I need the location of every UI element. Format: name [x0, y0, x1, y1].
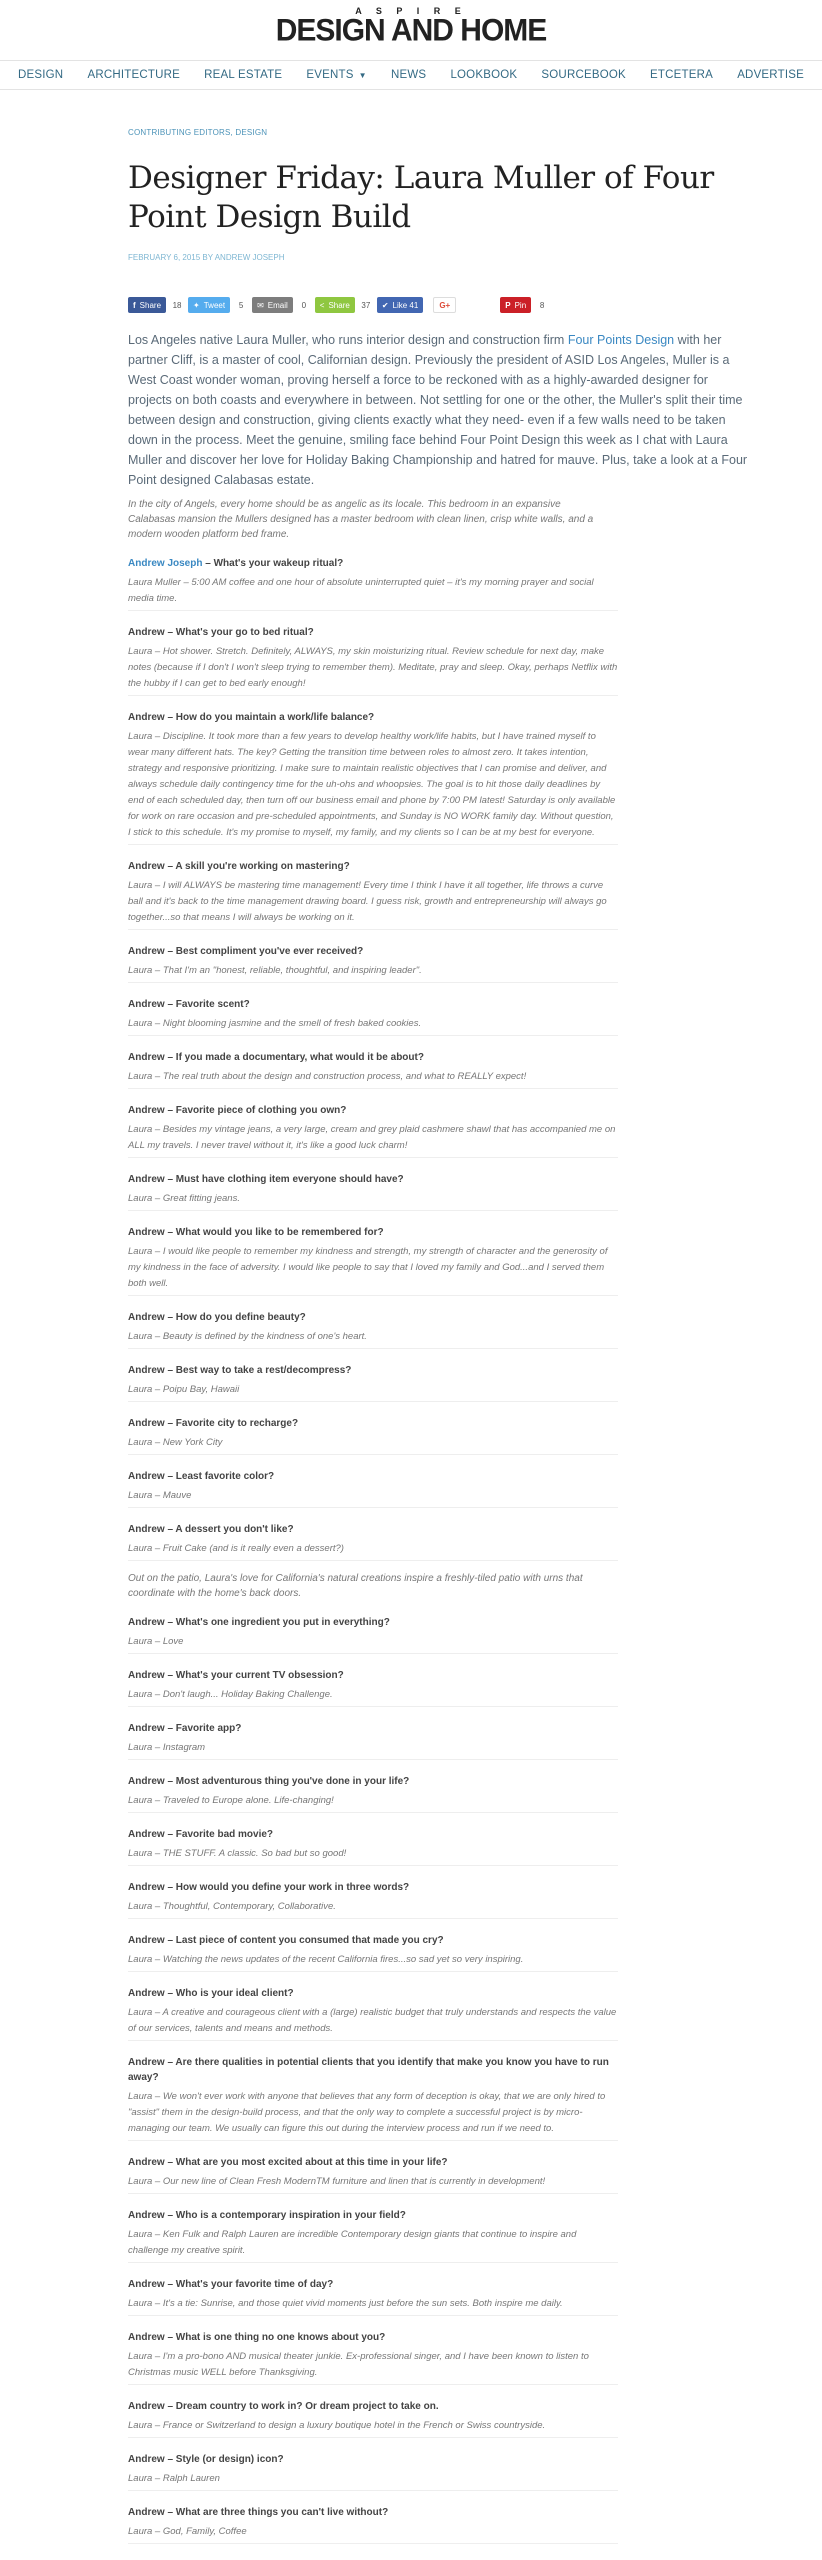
qa-item	[128, 2155, 618, 2194]
interview-question	[128, 944, 618, 959]
image-caption: In the city of Angels, every home should be as angelic as its locale. This bedroom in an expansive Calabasas mansion the Mullers designed has a master bedroom with clean linen, crisp white walls, and a modern wooden platform bed frame.	[128, 499, 594, 540]
qa-item	[128, 1933, 618, 1972]
four-points-design-link[interactable]: Four Points Design	[567, 333, 675, 347]
article-categories[interactable]: CONTRIBUTING EDITORS, DESIGN	[128, 128, 268, 137]
interview-answer: Laura – Don't laugh... Holiday Baking Challenge.	[128, 1689, 333, 1700]
interview-answer: Laura Muller – 5:00 AM coffee and one hour of absolute uninterrupted quiet – it's my morning prayer and social media time.	[128, 577, 594, 604]
qa-item	[128, 2208, 618, 2263]
logo-tagline: A S P I R E	[355, 6, 467, 16]
question-text: Andrew – How do you maintain a work/life balance?	[128, 712, 375, 723]
question-text: Andrew – If you made a documentary, what would it be about?	[128, 1052, 424, 1063]
interview-answer: Laura – I will ALWAYS be mastering time management! Every time I think I have it all together, life throws a curve ball and it's back to the time management drawing board. I guess risk, growth and entrepreneurship will always go together...so that means I will always be working on it.	[128, 880, 607, 923]
qa-item	[128, 859, 618, 930]
divider	[128, 695, 618, 696]
interview-question	[128, 2277, 618, 2292]
qa-item	[128, 625, 618, 696]
qa-item	[128, 2330, 618, 2385]
divider	[128, 610, 618, 611]
interview-question	[128, 859, 618, 874]
qa-item	[128, 556, 618, 611]
question-text: Andrew – What's your go to bed ritual?	[128, 627, 314, 638]
question-text: – What's your wakeup ritual?	[202, 558, 344, 569]
divider	[128, 1295, 618, 1296]
interview-question	[128, 2330, 618, 2345]
qa-item	[128, 1522, 618, 1561]
divider	[128, 929, 618, 930]
qa-item	[128, 1225, 618, 1296]
question-text: Andrew – A skill you're working on mastering?	[128, 861, 350, 872]
interview-answer: Laura – France or Switzerland to design a luxury boutique hotel in the French or Swiss countryside.	[128, 2420, 546, 2431]
divider	[128, 2315, 618, 2316]
nav-advertise[interactable]: ADVERTISE	[737, 69, 804, 81]
divider	[128, 2262, 618, 2263]
twitter-share-label: Tweet	[203, 300, 226, 310]
interview-question	[128, 1880, 618, 1895]
divider	[128, 1401, 618, 1402]
chevron-down-icon: ▼	[358, 71, 367, 80]
question-text: Andrew – Dream country to work in? Or dream project to take on.	[128, 2401, 439, 2412]
question-text: Andrew – Style (or design) icon?	[128, 2454, 284, 2465]
gplus-button[interactable]: G+	[433, 297, 456, 313]
question-text: Andrew – How do you define beauty?	[128, 1312, 306, 1323]
article	[128, 128, 750, 2544]
interview-answer: Laura – The real truth about the design and construction process, and what to REALLY expect!	[128, 1071, 527, 1082]
interview-answer: Laura – I'm a pro-bono AND musical theater junkie. Ex-professional singer, and I have been known to listen to Christmas music WELL before Thanksgiving.	[128, 2351, 589, 2378]
interview-answer: Laura – I would like people to remember my kindness and strength, my strength of character and the generosity of my kindness in the face of adversity. I would like people to say that I loved my family and God...and I served them both well.	[128, 1246, 608, 1289]
question-text: Andrew – What's your current TV obsession?	[128, 1670, 344, 1681]
interview-answer: Laura – Mauve	[128, 1490, 192, 1501]
interview-question	[128, 1050, 618, 1065]
twitter-share-count: 5	[238, 300, 244, 310]
qa-item	[128, 997, 618, 1036]
interview-answer: Laura – God, Family, Coffee	[128, 2526, 247, 2537]
pinterest-button[interactable]	[500, 297, 531, 313]
interview-answer: Laura – It's a tie: Sunrise, and those quiet vivid moments just before the sun sets. Both inspire me daily.	[128, 2298, 563, 2309]
interview-answer: Laura – Instagram	[128, 1742, 206, 1753]
like-label: Like 41	[392, 300, 419, 310]
interview-question	[128, 1469, 618, 1484]
question-text: Andrew – Are there qualities in potential clients that you identify that make you know you have to run away?	[128, 2057, 609, 2083]
interview-question	[128, 1827, 618, 1842]
question-text: Andrew – What are three things you can't live without?	[128, 2507, 389, 2518]
email-share-label: Email	[267, 300, 288, 310]
intro-text-end: with her partner Cliff, is a master of cool, Californian design. Previously the president of ASID Los Angeles, Muller is a West Coast wonder woman, proving herself a force to be reckoned with as a highly-awarded designer for projects on both coasts and everywhere in between. Not settling for one or the other, the Muller's split their time between design and construction, giving clients exactly what they need- even if a few walls need to be taken down in the process. Meet the genuine, smiling face behind Four Point Design this week as I chat with Laura Muller and discover her love for Holiday Baking Championship and hatred for mauve. Plus, take a look at a Four Point designed Calabasas estate.	[128, 333, 748, 487]
sharethis-label: Share	[328, 300, 350, 310]
pinterest-count: 8	[539, 300, 545, 310]
interview-question	[128, 2055, 618, 2085]
divider	[128, 2040, 618, 2041]
question-text: Andrew – What are you most excited about at this time in your life?	[128, 2157, 448, 2168]
nav-etcetera[interactable]: ETCETERA	[650, 69, 713, 81]
qa-item	[128, 1774, 618, 1813]
facebook-share-label: Share	[139, 300, 162, 310]
thumbs-up-icon: ✔	[381, 300, 389, 310]
divider	[128, 1971, 618, 1972]
interview-qa-list	[128, 556, 750, 1561]
divider	[128, 1918, 618, 1919]
qa-item	[128, 2277, 618, 2316]
divider	[128, 2543, 618, 2544]
qa-item	[128, 1310, 618, 1349]
interview-question	[128, 2505, 618, 2520]
interview-answer: Laura – Great fitting jeans.	[128, 1193, 240, 1204]
interview-question	[128, 1416, 618, 1431]
divider	[128, 2384, 618, 2385]
author-name-link[interactable]: Andrew Joseph	[128, 558, 203, 569]
interview-answer: Laura – New York City	[128, 1437, 223, 1448]
divider	[128, 1865, 618, 1866]
question-text: Andrew – A dessert you don't like?	[128, 1524, 294, 1535]
interview-question	[128, 1522, 618, 1537]
interview-qa-list-2	[128, 1615, 750, 2544]
nav-lookbook[interactable]: LOOKBOOK	[450, 69, 518, 81]
sharethis-count: 37	[361, 300, 371, 310]
twitter-icon: ✦	[193, 300, 200, 310]
qa-item	[128, 710, 618, 845]
divider	[128, 2193, 618, 2194]
divider	[128, 1706, 618, 1707]
interview-answer: Laura – Ralph Lauren	[128, 2473, 220, 2484]
divider	[128, 982, 618, 983]
interview-question	[128, 1225, 618, 1240]
question-text: Andrew – Who is your ideal client?	[128, 1988, 294, 1999]
main-nav	[0, 60, 822, 90]
twitter-share-button[interactable]	[188, 297, 230, 313]
divider	[128, 1210, 618, 1211]
divider	[128, 1812, 618, 1813]
interview-answer: Laura – Discipline. It took more than a few years to develop healthy work/life habits, but I have trained myself to wear many different hats. The key? Getting the transition time between roles to almost zero. It takes intention, strategy and responsive prioritizing. I make sure to maintain realistic objectives that I can promise and deliver, and always schedule daily contingency time for the uh-ohs and whoopsies. The goal is to hit those daily deadlines by end of each scheduled day, then turn off our business email and phone by 7:00 PM latest! Saturday is only available for work on rare occasion and pre-scheduled appointments, and Sunday is NO WORK family day. Without question, I stick to this schedule. It's my promise to myself, my family, and my clients so I can be at my best for everyone.	[128, 731, 616, 838]
divider	[128, 2490, 618, 2491]
share-icon: <	[319, 300, 325, 310]
question-text: Andrew – Favorite bad movie?	[128, 1829, 274, 1840]
interview-answer: Laura – Ken Fulk and Ralph Lauren are incredible Contemporary design giants that continue to inspire and challenge my creative spirit.	[128, 2229, 577, 2256]
article-title: Designer Friday: Laura Muller of Four Point Design Build	[128, 160, 714, 235]
qa-item	[128, 1880, 618, 1919]
site-logo[interactable]: DESIGN AND HOME	[275, 13, 547, 48]
email-icon: ✉	[257, 300, 264, 310]
interview-question	[128, 1986, 618, 2001]
nav-real-estate[interactable]: REAL ESTATE	[204, 69, 283, 81]
divider	[128, 1348, 618, 1349]
interview-answer: Laura – We won't ever work with anyone that believes that any form of deception is okay, that we are only hired to "assist" them in the design-build process, and that the only way to complete a successful project is by micro-managing our team. We usually can figure this out during the interview process and run if we need to.	[128, 2091, 606, 2134]
question-text: Andrew – Best way to take a rest/decompress?	[128, 1365, 352, 1376]
question-text: Andrew – Who is a contemporary inspiration in your field?	[128, 2210, 406, 2221]
interview-question	[128, 1668, 618, 1683]
article-intro	[128, 330, 748, 490]
divider	[128, 1759, 618, 1760]
interview-answer: Laura – Fruit Cake (and is it really even a dessert?)	[128, 1543, 344, 1554]
like-button[interactable]	[377, 297, 424, 313]
interview-question	[128, 2208, 618, 2223]
interview-question	[128, 2452, 618, 2467]
interview-answer: Laura – Night blooming jasmine and the smell of fresh baked cookies.	[128, 1018, 422, 1029]
interview-answer: Laura – Watching the news updates of the recent California fires...so sad yet so very inspiring.	[128, 1954, 524, 1965]
qa-item	[128, 1721, 618, 1760]
question-text: Andrew – Best compliment you've ever received?	[128, 946, 364, 957]
divider	[128, 844, 618, 845]
qa-item	[128, 1668, 618, 1707]
qa-item	[128, 1050, 618, 1089]
nav-news[interactable]: NEWS	[390, 69, 427, 81]
interview-question	[128, 997, 618, 1012]
interview-question	[128, 1363, 618, 1378]
qa-item	[128, 1363, 618, 1402]
question-text: Andrew – Favorite app?	[128, 1723, 242, 1734]
facebook-share-count: 18	[172, 300, 182, 310]
share-bar	[128, 297, 750, 313]
qa-item	[128, 1986, 618, 2041]
nav-sourcebook[interactable]: SOURCEBOOK	[541, 69, 626, 81]
email-share-count: 0	[301, 300, 307, 310]
nav-events[interactable]	[306, 69, 366, 81]
question-text: Andrew – Least favorite color?	[128, 1471, 275, 1482]
interview-answer: Laura – Beauty is defined by the kindness of one's heart.	[128, 1331, 367, 1342]
interview-question	[128, 1774, 618, 1789]
interview-answer: Laura – Our new line of Clean Fresh ModernTM furniture and linen that is currently in development!	[128, 2176, 546, 2187]
divider	[128, 1157, 618, 1158]
question-text: Andrew – Last piece of content you consumed that made you cry?	[128, 1935, 444, 1946]
divider	[128, 1035, 618, 1036]
interview-question	[128, 1615, 618, 1630]
divider	[128, 2140, 618, 2141]
interview-question	[128, 556, 618, 571]
interview-answer: Laura – THE STUFF. A classic. So bad but so good!	[128, 1848, 347, 1859]
site-header	[0, 0, 822, 56]
question-text: Andrew – Most adventurous thing you've done in your life?	[128, 1776, 410, 1787]
qa-item	[128, 1172, 618, 1211]
question-text: Andrew – What's your favorite time of day?	[128, 2279, 334, 2290]
qa-item	[128, 2505, 618, 2544]
question-text: Andrew – What's one ingredient you put in everything?	[128, 1617, 390, 1628]
facebook-share-button[interactable]	[128, 297, 166, 313]
interview-question	[128, 1721, 618, 1736]
question-text: Andrew – How would you define your work in three words?	[128, 1882, 410, 1893]
interview-answer: Laura – Besides my vintage jeans, a very large, cream and grey plaid cashmere shawl that has accompanied me on ALL my travels. I never travel without it, it's like a good luck charm!	[128, 1124, 616, 1151]
nav-events-label: EVENTS	[306, 69, 354, 81]
qa-item	[128, 1827, 618, 1866]
pinterest-label: Pin	[514, 300, 527, 310]
question-text: Andrew – Favorite city to recharge?	[128, 1418, 299, 1429]
pinterest-icon: P	[505, 300, 511, 310]
question-text: Andrew – Favorite piece of clothing you own?	[128, 1105, 347, 1116]
interview-question	[128, 1103, 618, 1118]
interview-question	[128, 1933, 618, 1948]
qa-item	[128, 2399, 618, 2438]
interview-question	[128, 710, 618, 725]
interview-question	[128, 1310, 618, 1325]
question-text: Andrew – What is one thing no one knows about you?	[128, 2332, 386, 2343]
question-text: Andrew – Must have clothing item everyone should have?	[128, 1174, 404, 1185]
interview-question	[128, 2155, 618, 2170]
qa-item	[128, 944, 618, 983]
divider	[128, 1507, 618, 1508]
qa-item	[128, 2452, 618, 2491]
interview-answer: Laura – Thoughtful, Contemporary, Collaborative.	[128, 1901, 336, 1912]
interview-question	[128, 1172, 618, 1187]
qa-item	[128, 1469, 618, 1508]
question-text: Andrew – Favorite scent?	[128, 999, 250, 1010]
qa-item	[128, 1103, 618, 1158]
qa-item	[128, 2055, 618, 2141]
divider	[128, 1454, 618, 1455]
interview-answer: Laura – Poipu Bay, Hawaii	[128, 1384, 240, 1395]
interview-question	[128, 2399, 618, 2414]
facebook-icon: f	[133, 300, 136, 310]
intro-text-start: Los Angeles native Laura Muller, who runs interior design and construction firm	[128, 333, 568, 347]
sharethis-button[interactable]	[315, 297, 355, 313]
email-share-button[interactable]	[252, 297, 293, 313]
nav-architecture[interactable]: ARCHITECTURE	[87, 69, 180, 81]
nav-design[interactable]: DESIGN	[18, 69, 64, 81]
qa-item	[128, 1615, 618, 1654]
article-meta: FEBRUARY 6, 2015 BY ANDREW JOSEPH	[128, 253, 285, 262]
interview-answer: Laura – Traveled to Europe alone. Life-changing!	[128, 1795, 334, 1806]
divider	[128, 1088, 618, 1089]
interview-answer: Laura – Love	[128, 1636, 184, 1647]
question-text: Andrew – What would you like to be remembered for?	[128, 1227, 384, 1238]
interview-answer: Laura – That I'm an "honest, reliable, thoughtful, and inspiring leader".	[128, 965, 422, 976]
interview-question	[128, 625, 618, 640]
interview-answer: Laura – Hot shower. Stretch. Definitely, ALWAYS, my skin moisturizing ritual. Review schedule for next day, make notes (because if I don't I won't sleep trying to remember them). Meditate, pray and sleep. Okay, perhaps Netflix with the hubby if I can get to bed early enough!	[128, 646, 618, 689]
interview-answer: Laura – A creative and courageous client with a (large) realistic budget that truly understands and respects the value of our services, talents and means and methods.	[128, 2007, 617, 2034]
patio-caption: Out on the patio, Laura's love for California's natural creations inspire a freshly-tiled patio with urns that coordinate with the home's back doors.	[128, 1573, 583, 1599]
qa-item	[128, 1416, 618, 1455]
divider	[128, 1653, 618, 1654]
divider	[128, 2437, 618, 2438]
divider	[128, 1560, 618, 1561]
